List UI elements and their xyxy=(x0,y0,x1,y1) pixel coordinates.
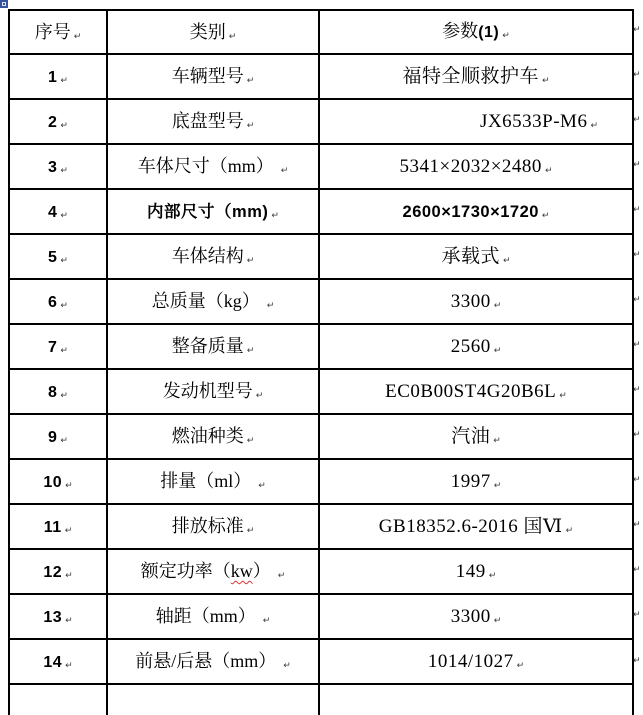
category-cell[interactable] xyxy=(107,189,319,234)
end-of-row-mark: ↵ xyxy=(633,430,641,440)
value-text: 3300 xyxy=(450,290,491,312)
row-number-cell[interactable] xyxy=(9,684,107,715)
value-text: 福特全顺救护车 xyxy=(402,65,539,87)
value-cell[interactable] xyxy=(319,324,633,369)
row-number-cell[interactable] xyxy=(9,414,107,459)
table-row xyxy=(9,279,633,324)
table-row xyxy=(9,324,633,369)
value-text: 1014/1027 xyxy=(427,650,514,672)
end-of-cell-mark: ↵ xyxy=(60,300,68,311)
table-row xyxy=(9,414,633,459)
table-row xyxy=(9,99,633,144)
end-of-cell-mark: ↵ xyxy=(280,166,289,177)
end-of-cell-mark: ↵ xyxy=(559,390,567,401)
end-of-cell-mark: ↵ xyxy=(60,210,68,221)
category-label: 总质量（kg） xyxy=(151,291,260,312)
end-of-row-mark: ↵ xyxy=(633,520,641,530)
row-number-cell[interactable] xyxy=(9,54,107,99)
end-of-cell-mark: ↵ xyxy=(262,616,271,627)
end-of-cell-mark: ↵ xyxy=(493,300,502,311)
row-number-cell[interactable] xyxy=(9,324,107,369)
value-text: GB18352.6-2016 国Ⅵ xyxy=(378,515,563,537)
category-label: 排量（ml） xyxy=(160,471,252,492)
value-cell[interactable] xyxy=(319,414,633,459)
category-label: 前悬/后悬（mm） xyxy=(135,651,277,672)
table-row xyxy=(9,369,633,414)
end-of-cell-mark: ↵ xyxy=(283,661,291,672)
category-label: 车体结构 xyxy=(171,246,244,267)
end-of-cell-mark: ↵ xyxy=(60,165,68,176)
value-text: 承载式 xyxy=(441,245,500,267)
row-number: 6 xyxy=(48,293,58,311)
row-number: 14 xyxy=(43,653,63,671)
end-of-cell-mark: ↵ xyxy=(64,525,73,536)
end-of-row-mark: ↵ xyxy=(633,340,641,350)
category-cell[interactable] xyxy=(107,369,319,414)
table-row xyxy=(9,594,633,639)
end-of-cell-mark: ↵ xyxy=(493,435,501,446)
end-of-cell-mark: ↵ xyxy=(228,31,237,42)
category-cell[interactable] xyxy=(107,639,319,684)
row-number-cell[interactable] xyxy=(9,504,107,549)
value-cell[interactable] xyxy=(319,459,633,504)
header-cell-index[interactable] xyxy=(9,10,107,54)
table-row xyxy=(9,504,633,549)
category-cell[interactable] xyxy=(107,144,319,189)
category-label-part: ） xyxy=(252,561,271,582)
end-of-row-mark: ↵ xyxy=(633,295,641,305)
end-of-cell-mark: ↵ xyxy=(246,346,255,357)
spellcheck-flagged-text: kw xyxy=(230,561,253,582)
value-text: 3300 xyxy=(450,605,491,627)
row-number: 2 xyxy=(48,113,58,131)
end-of-row-mark: ↵ xyxy=(633,70,641,80)
category-cell[interactable] xyxy=(107,54,319,99)
category-label: 底盘型号 xyxy=(171,111,244,132)
end-of-cell-mark: ↵ xyxy=(246,76,255,87)
value-cell[interactable] xyxy=(319,279,633,324)
category-cell[interactable] xyxy=(107,594,319,639)
row-number: 7 xyxy=(48,338,58,356)
table-row xyxy=(9,639,633,684)
vehicle-spec-table xyxy=(8,9,634,715)
category-label: 内部尺寸（mm) xyxy=(147,203,269,222)
table-move-handle-icon[interactable] xyxy=(0,0,8,8)
value-cell[interactable] xyxy=(319,504,633,549)
end-of-cell-mark: ↵ xyxy=(258,481,266,492)
end-of-cell-mark: ↵ xyxy=(73,31,82,42)
value-cell[interactable] xyxy=(319,639,633,684)
end-of-cell-mark: ↵ xyxy=(590,120,598,131)
value-cell[interactable] xyxy=(319,594,633,639)
value-cell[interactable] xyxy=(319,144,633,189)
end-of-row-mark: ↵ xyxy=(633,205,641,215)
category-label xyxy=(141,561,271,581)
end-of-cell-mark: ↵ xyxy=(271,211,279,222)
category-cell[interactable] xyxy=(107,234,319,279)
value-text: 汽油 xyxy=(451,425,491,447)
end-of-cell-mark: ↵ xyxy=(60,390,68,401)
row-number: 8 xyxy=(48,383,58,401)
end-of-row-mark: ↵ xyxy=(633,25,641,35)
end-of-cell-mark: ↵ xyxy=(493,480,502,491)
category-label: 轴距（mm） xyxy=(155,606,256,627)
row-number: 9 xyxy=(48,428,58,446)
row-number: 1 xyxy=(48,68,58,86)
table-row xyxy=(9,144,633,189)
table-row xyxy=(9,189,633,234)
table-row xyxy=(9,54,633,99)
row-number-cell[interactable] xyxy=(9,279,107,324)
category-label: 排放标准 xyxy=(171,516,244,537)
value-cell[interactable] xyxy=(319,369,633,414)
header-label-suffix: (1) xyxy=(478,24,500,42)
category-label: 车辆型号 xyxy=(171,66,244,87)
end-of-cell-mark: ↵ xyxy=(246,436,255,447)
end-of-row-mark: ↵ xyxy=(633,160,641,170)
end-of-cell-mark: ↵ xyxy=(246,526,255,537)
row-number: 10 xyxy=(43,473,63,491)
row-number: 13 xyxy=(43,608,63,626)
value-cell[interactable] xyxy=(319,99,633,144)
end-of-cell-mark: ↵ xyxy=(60,255,68,266)
value-cell[interactable] xyxy=(319,549,633,594)
category-cell[interactable] xyxy=(107,414,319,459)
category-label: 整备质量 xyxy=(171,336,244,357)
value-cell[interactable] xyxy=(319,684,633,715)
value-cell[interactable] xyxy=(319,234,633,279)
row-number: 5 xyxy=(48,248,58,266)
end-of-cell-mark: ↵ xyxy=(60,345,68,356)
header-label: 序号 xyxy=(34,21,71,42)
row-number-cell[interactable] xyxy=(9,549,107,594)
category-cell[interactable] xyxy=(107,324,319,369)
row-number-cell[interactable] xyxy=(9,234,107,279)
end-of-cell-mark: ↵ xyxy=(541,211,550,222)
row-number: 11 xyxy=(43,518,62,536)
end-of-cell-mark: ↵ xyxy=(541,75,550,86)
value-text: 2560 xyxy=(450,335,491,357)
row-number: 4 xyxy=(48,203,58,221)
end-of-cell-mark: ↵ xyxy=(60,120,68,131)
value-text: 5341×2032×2480 xyxy=(399,155,542,177)
end-of-row-mark: ↵ xyxy=(633,610,641,620)
end-of-cell-mark: ↵ xyxy=(516,660,525,671)
end-of-cell-mark: ↵ xyxy=(60,435,68,446)
value-text: EC0B00ST4G20B6L xyxy=(385,380,557,402)
end-of-row-mark: ↵ xyxy=(633,475,641,485)
row-number-cell[interactable] xyxy=(9,144,107,189)
header-label: 类别 xyxy=(189,21,226,42)
row-number-cell[interactable] xyxy=(9,369,107,414)
table-row-partial xyxy=(9,684,633,715)
end-of-row-mark: ↵ xyxy=(633,250,641,260)
value-text: JX6533P-M6 xyxy=(480,110,588,132)
table-row xyxy=(9,549,633,594)
value-text: 1997 xyxy=(450,470,491,492)
row-number-cell[interactable] xyxy=(9,639,107,684)
end-of-cell-mark: ↵ xyxy=(246,121,255,132)
table-row xyxy=(9,234,633,279)
end-of-cell-mark: ↵ xyxy=(65,480,73,491)
end-of-cell-mark: ↵ xyxy=(493,345,502,356)
category-cell[interactable] xyxy=(107,684,319,715)
header-label: 参数 xyxy=(442,21,479,42)
value-cell[interactable] xyxy=(319,189,633,234)
end-of-cell-mark: ↵ xyxy=(277,571,286,582)
category-label: 发动机型号 xyxy=(162,381,253,402)
end-of-cell-mark: ↵ xyxy=(493,615,502,626)
end-of-cell-mark: ↵ xyxy=(488,570,497,581)
end-of-cell-mark: ↵ xyxy=(544,165,553,176)
header-row xyxy=(9,10,633,54)
category-cell[interactable] xyxy=(107,459,319,504)
row-number-cell[interactable] xyxy=(9,594,107,639)
header-cell-parameter[interactable] xyxy=(319,10,633,54)
row-number-cell[interactable] xyxy=(9,459,107,504)
value-text: 149 xyxy=(455,560,486,582)
end-of-cell-mark: ↵ xyxy=(565,525,574,536)
end-of-cell-mark: ↵ xyxy=(60,75,68,86)
category-label-part: 额定功率（ xyxy=(140,561,231,582)
end-of-row-mark: ↵ xyxy=(633,656,641,666)
end-of-cell-mark: ↵ xyxy=(255,391,264,402)
category-cell[interactable] xyxy=(107,504,319,549)
end-of-row-mark: ↵ xyxy=(633,115,641,125)
category-cell[interactable] xyxy=(107,99,319,144)
end-of-cell-mark: ↵ xyxy=(65,660,73,671)
category-label: 车体尺寸（mm） xyxy=(137,156,274,177)
end-of-cell-mark: ↵ xyxy=(246,256,255,267)
category-label: 燃油种类 xyxy=(171,426,244,447)
end-of-cell-mark: ↵ xyxy=(65,570,73,581)
end-of-cell-mark: ↵ xyxy=(65,615,73,626)
value-text: 2600×1730×1720 xyxy=(402,203,539,222)
header-cell-category[interactable] xyxy=(107,10,319,54)
end-of-cell-mark: ↵ xyxy=(502,255,511,266)
end-of-row-mark: ↵ xyxy=(633,385,641,395)
value-cell[interactable] xyxy=(319,54,633,99)
row-number: 3 xyxy=(48,158,58,176)
category-cell[interactable] xyxy=(107,279,319,324)
row-number: 12 xyxy=(43,563,63,581)
table-row xyxy=(9,459,633,504)
end-of-row-mark: ↵ xyxy=(633,565,641,575)
row-number-cell[interactable] xyxy=(9,99,107,144)
category-cell[interactable] xyxy=(107,549,319,594)
end-of-cell-mark: ↵ xyxy=(502,31,510,42)
row-number-cell[interactable] xyxy=(9,189,107,234)
end-of-cell-mark: ↵ xyxy=(266,301,275,312)
